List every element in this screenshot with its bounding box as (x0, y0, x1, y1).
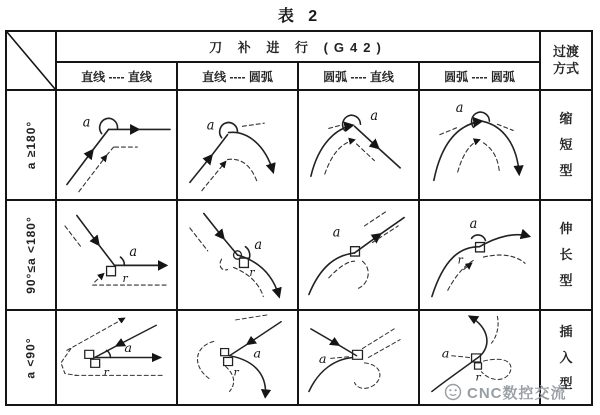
angle-condition-label: a ≥180° (24, 120, 39, 170)
watermark-text: CNC数控交流 (467, 384, 567, 402)
toolpath-diagram (420, 91, 539, 199)
toolpath-diagram (299, 311, 418, 404)
diagram-line-arc-extend (178, 201, 299, 311)
corner-cell (7, 32, 57, 91)
toolpath-diagram (178, 91, 297, 199)
diagram-line-line-shorten (57, 91, 178, 201)
radius-r-label: r (103, 366, 109, 379)
col-header-line-arc (178, 63, 299, 91)
angle-condition-label: a <90° (23, 336, 38, 379)
angle-a-label: a (469, 216, 478, 233)
col-header-line-line (57, 63, 178, 91)
diagram-line-line-insert (57, 311, 178, 404)
transition-header (541, 32, 591, 91)
watermark (444, 379, 594, 405)
angle-a-label: a (318, 352, 327, 366)
transition-type-label: 伸长型 (559, 221, 573, 288)
diagonal-divider (7, 32, 55, 89)
toolpath-diagram (57, 91, 176, 199)
diagram-line-arc-insert (178, 311, 299, 404)
angle-a-label: a (129, 244, 138, 261)
angle-a-label: a (441, 347, 450, 361)
col-header-arc-line (299, 63, 420, 91)
main-header-label: 刀 补 进 行 (G42) (209, 40, 387, 55)
radius-r-label: r (249, 265, 255, 279)
diagram-arc-arc-extend (420, 201, 541, 311)
row-label-angle-lt-90 (7, 311, 57, 404)
angle-a-label: a (254, 237, 263, 253)
type-label-extend (541, 201, 591, 311)
col-header-arc-arc (420, 63, 541, 91)
toolpath-diagram (420, 201, 539, 309)
watermark-logo-icon (444, 383, 462, 401)
transition-type-label: 缩短型 (559, 111, 573, 178)
angle-condition-label: 90°≤a <180° (24, 216, 39, 294)
diagram-line-arc-shorten (178, 91, 299, 201)
table-title: 表 2 (277, 8, 323, 25)
radius-r-label: r (233, 366, 239, 379)
toolpath-diagram (57, 201, 176, 309)
row-label-angle-90-180 (7, 201, 57, 311)
angle-a-label: a (206, 118, 215, 134)
compensation-table (5, 30, 593, 406)
transition-type-label: 插入型 (559, 323, 573, 391)
angle-a-label: a (370, 108, 379, 125)
diagram-arc-line-insert (299, 311, 420, 404)
col-header-label: 圆弧 ---- 直线 (323, 69, 394, 84)
angle-a-label: a (253, 347, 262, 361)
toolpath-diagram (57, 311, 176, 404)
toolpath-diagram (299, 91, 418, 199)
diagram-arc-arc-shorten (420, 91, 541, 201)
angle-a-label: a (455, 100, 464, 116)
main-header (57, 32, 541, 63)
col-header-label: 直线 ---- 圆弧 (202, 69, 273, 84)
type-label-shorten (541, 91, 591, 201)
toolpath-diagram (178, 311, 297, 404)
diagram-line-line-extend (57, 201, 178, 311)
transition-header-label: 过渡方式 (552, 44, 579, 76)
col-header-label: 直线 ---- 直线 (81, 69, 152, 84)
angle-a-label: a (82, 115, 91, 131)
col-header-label: 圆弧 ---- 圆弧 (444, 69, 515, 84)
radius-r-label: r (457, 253, 463, 267)
angle-a-label: a (332, 225, 341, 241)
toolpath-diagram (178, 201, 297, 309)
diagram-arc-line-shorten (299, 91, 420, 201)
toolpath-diagram (299, 201, 418, 309)
diagram-arc-line-extend (299, 201, 420, 311)
radius-r-label: r (122, 271, 128, 286)
radius-r-label: r (475, 372, 481, 384)
angle-a-label: a (124, 341, 133, 355)
row-label-angle-ge-180 (7, 91, 57, 201)
